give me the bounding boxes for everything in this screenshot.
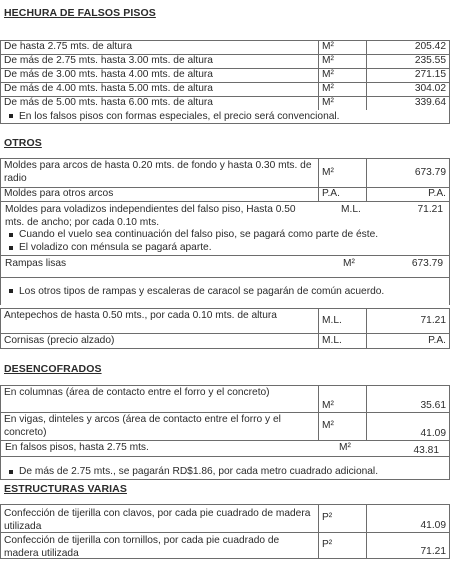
- section-heading-desencofrados: DESENCOFRADOS: [4, 363, 102, 375]
- table-row: [0, 385, 450, 412]
- table-row: [0, 255, 450, 277]
- row-unit: M.L.: [319, 334, 367, 348]
- row-unit: P.A.: [319, 188, 367, 201]
- note-item: [0, 242, 450, 255]
- row-unit: M²: [319, 55, 367, 68]
- row-description: Moldes para otros arcos: [1, 188, 319, 201]
- row-value: P.A.: [428, 334, 446, 346]
- row-unit: M²: [319, 83, 367, 96]
- note-item: [0, 277, 450, 305]
- note-text: Los otros tipos de rampas y escaleras de caracol se pagarán de común acuerdo.: [19, 286, 385, 297]
- section-heading-estructuras-varias: ESTRUCTURAS VARIAS: [4, 483, 127, 495]
- row-unit: M²: [319, 386, 367, 412]
- row-value: 235.55: [414, 55, 446, 67]
- table-row: [0, 187, 450, 201]
- bullet-icon: [9, 246, 13, 250]
- row-value: 71.21: [420, 314, 446, 326]
- row-unit: M²: [319, 41, 367, 54]
- table-row: [0, 82, 450, 96]
- note-item: [0, 110, 450, 124]
- row-value: 35.61: [420, 399, 446, 411]
- row-description: Cornisas (precio alzado): [1, 334, 319, 348]
- row-unit: M²: [319, 97, 367, 110]
- section-heading-falsos-pisos: HECHURA DE FALSOS PISOS: [4, 7, 156, 19]
- table-row: [0, 532, 450, 559]
- note-text: Cuando el vuelo sea continuación del falso piso, se pagará como parte de éste.: [19, 229, 379, 240]
- row-description: De más de 4.00 mts. hasta 5.00 mts. de altura: [1, 83, 319, 96]
- note-text: En los falsos pisos con formas especiales, el precio será convencional.: [19, 111, 340, 122]
- note-text: De más de 2.75 mts., se pagarán RD$1.86, por cada metro cuadrado adicional.: [19, 466, 379, 477]
- row-description: En columnas (área de contacto entre el forro y el concreto): [1, 386, 319, 412]
- table-row: [0, 68, 450, 82]
- row-unit: M.L.: [319, 309, 367, 333]
- row-unit: M²: [343, 258, 355, 269]
- bullet-icon: [9, 114, 13, 118]
- row-description: De más de 3.00 mts. hasta 4.00 mts. de altura: [1, 69, 319, 82]
- row-unit: M²: [319, 69, 367, 82]
- note-item: [0, 229, 450, 242]
- row-value: 41.09: [420, 519, 446, 531]
- row-value: P.A.: [428, 188, 446, 200]
- table-row: [0, 201, 450, 229]
- row-value: 673.79: [414, 166, 446, 178]
- row-value: 71.21: [417, 204, 443, 215]
- table-row: [0, 54, 450, 68]
- table-row: [0, 158, 450, 187]
- section-heading-otros: OTROS: [4, 137, 42, 149]
- row-description: Antepechos de hasta 0.50 mts., por cada 0.10 mts. de altura: [1, 309, 319, 333]
- row-unit: P²: [319, 505, 367, 532]
- row-unit: M²: [319, 159, 367, 187]
- bullet-icon: [9, 470, 13, 474]
- table-row: [0, 40, 450, 54]
- row-description: De hasta 2.75 mts. de altura: [1, 41, 319, 54]
- row-unit: M²: [319, 413, 367, 440]
- table-row: [0, 308, 450, 333]
- row-description: Confección de tijerilla con tornillos, por cada pie cuadrado de madera utilizada: [1, 533, 319, 558]
- table-row: [0, 96, 450, 110]
- row-unit: M.L.: [341, 204, 361, 215]
- row-value: 339.64: [414, 97, 446, 109]
- row-description: Moldes para voladizos independientes del falso piso, Hasta 0.50 mts. de ancho; por cada 0.10 mts.: [5, 204, 296, 228]
- row-value: 673.79: [411, 258, 443, 269]
- row-value: 41.09: [420, 427, 446, 439]
- row-unit: P²: [319, 533, 367, 558]
- row-value: 205.42: [414, 41, 446, 53]
- table-row: [0, 412, 450, 440]
- note-text: El voladizo con ménsula se pagará aparte.: [19, 242, 212, 253]
- row-description: Rampas lisas: [5, 258, 67, 269]
- table-row: [0, 333, 450, 349]
- bullet-icon: [9, 233, 13, 237]
- bullet-icon: [9, 289, 13, 293]
- row-description: En falsos pisos, hasta 2.75 mts.: [5, 442, 149, 453]
- row-value: 304.02: [414, 83, 446, 95]
- row-unit: M²: [339, 442, 351, 453]
- row-value: 271.15: [414, 69, 446, 81]
- note-item: [0, 456, 450, 480]
- row-description: Moldes para arcos de hasta 0.20 mts. de fondo y hasta 0.30 mts. de radio: [1, 159, 319, 187]
- row-value: 71.21: [420, 545, 446, 557]
- table-row: [0, 440, 450, 456]
- row-description: De más de 5.00 mts. hasta 6.00 mts. de altura: [1, 97, 319, 110]
- table-row: [0, 504, 450, 532]
- row-description: De más de 2.75 mts. hasta 3.00 mts. de altura: [1, 55, 319, 68]
- row-value: 43.81: [413, 445, 439, 456]
- row-description: En vigas, dinteles y arcos (área de contacto entre el forro y el concreto): [1, 413, 319, 440]
- row-description: Confección de tijerilla con clavos, por cada pie cuadrado de madera utilizada: [1, 505, 319, 532]
